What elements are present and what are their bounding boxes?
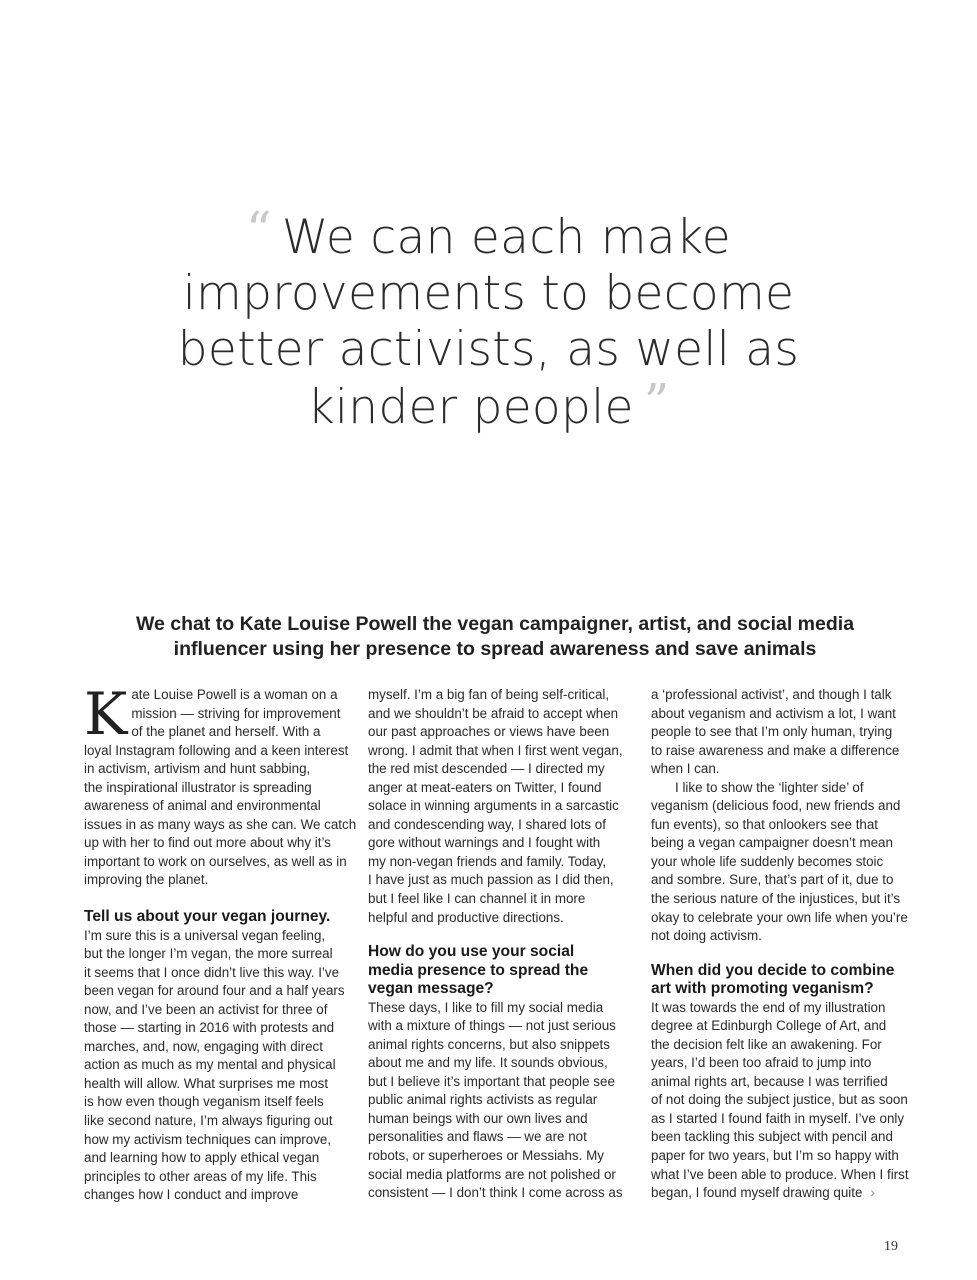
body-line-last: began, I found myself drawing quite › bbox=[651, 1185, 875, 1201]
article-column-1 bbox=[84, 680, 357, 1205]
body-line: issues in as many ways as she can. We catch bbox=[84, 816, 357, 832]
body-line: it seems that I once didn’t live this way. I’ve bbox=[84, 964, 340, 980]
body-line: and condescending way, I shared lots of bbox=[368, 816, 606, 832]
body-line: a ‘professional activist’, and though I talk bbox=[651, 687, 892, 702]
body-line: awareness of animal and environmental bbox=[84, 798, 321, 814]
pull-quote-line-1: “ We can each make bbox=[246, 201, 731, 265]
body-line: helpful and productive directions. bbox=[368, 909, 564, 925]
body-line: ate Louise Powell is a woman on a bbox=[131, 687, 338, 702]
body-line: about me and my life. It sounds obvious, bbox=[368, 1055, 608, 1071]
body-line: the serious nature of the injustices, but it’s bbox=[651, 891, 901, 907]
body-line: people to see that I’m only human, trying bbox=[651, 724, 893, 740]
pull-quote-line-4: kinder people ” bbox=[307, 373, 670, 435]
body-line: years, I’d been too afraid to jump into bbox=[651, 1055, 872, 1071]
body-line: principles to other areas of my life. This bbox=[84, 1168, 317, 1184]
body-line: when I can. bbox=[651, 761, 720, 777]
body-line: important to work on ourselves, as well as in bbox=[84, 853, 347, 869]
body-line: but I believe it’s important that people see bbox=[368, 1073, 615, 1089]
body-line: personalities and flaws — we are not bbox=[368, 1129, 587, 1145]
body-line: up with her to find out more about why it’s bbox=[84, 835, 331, 851]
interview-question: media presence to spread the bbox=[368, 961, 589, 979]
standfirst-line: influencer using her presence to spread awareness and save animals bbox=[173, 638, 817, 660]
interview-question: Tell us about your vegan journey. bbox=[84, 908, 331, 926]
body-line: human beings with our own lives and bbox=[368, 1110, 588, 1126]
interview-question: When did you decide to combine bbox=[651, 961, 895, 979]
body-line: the red mist descended — I directed my bbox=[368, 761, 605, 777]
interview-question: art with promoting veganism? bbox=[651, 980, 874, 998]
body-line: but the longer I’m vegan, the more surreal bbox=[84, 946, 333, 962]
body-line: and we shouldn’t be afraid to accept when bbox=[368, 705, 619, 721]
body-line: public animal rights activists as regular bbox=[368, 1092, 598, 1108]
interview-question: vegan message? bbox=[368, 980, 494, 998]
pull-quote-line-2: improvements to become bbox=[182, 266, 795, 321]
body-line: I have just as much passion as I did then, bbox=[368, 872, 614, 888]
body-line: action as much as my mental and physical bbox=[84, 1057, 336, 1073]
body-line: mission — striving for improvement bbox=[131, 705, 341, 721]
body-line: and sombre. Sure, that’s part of it, due to bbox=[651, 872, 894, 888]
body-line: like second nature, I’m always figuring out bbox=[84, 1112, 333, 1128]
drop-cap: K bbox=[84, 680, 128, 748]
body-line: solace in winning arguments in a sarcastic bbox=[368, 798, 619, 814]
body-line: gore without warnings and I fought with bbox=[368, 835, 601, 851]
body-line: in activism, artivism and hunt sabbing, bbox=[84, 761, 311, 777]
continue-arrow-icon: › bbox=[870, 1185, 875, 1201]
body-line: about veganism and activism a lot, I want bbox=[651, 705, 896, 721]
body-line: of not doing the subject justice, but as soon bbox=[651, 1092, 908, 1108]
body-line: and learning how to apply ethical vegan bbox=[84, 1150, 320, 1166]
body-line: It was towards the end of my illustration bbox=[651, 999, 886, 1015]
body-line: the decision felt like an awakening. For bbox=[651, 1036, 882, 1052]
standfirst-line: We chat to Kate Louise Powell the vegan campaigner, artist, and social media bbox=[135, 613, 855, 635]
body-line: of the planet and herself. With a bbox=[131, 724, 321, 740]
body-line: to raise awareness and make a difference bbox=[651, 742, 900, 758]
body-line: loyal Instagram following and a keen interest bbox=[84, 742, 349, 758]
pull-quote bbox=[120, 201, 857, 436]
body-line: myself. I’m a big fan of being self-critical, bbox=[368, 687, 610, 702]
body-line: my non-vegan friends and family. Today, bbox=[368, 853, 607, 869]
body-line: veganism (delicious food, new friends and bbox=[651, 798, 901, 814]
body-line: anger at meat-eaters on Twitter, I found bbox=[368, 779, 602, 795]
open-quote-mark: “ bbox=[246, 201, 272, 259]
body-line: how my activism techniques can improve, bbox=[84, 1131, 332, 1147]
body-line: is how even though veganism itself feels bbox=[84, 1094, 324, 1110]
body-line: being a vegan campaigner doesn’t mean bbox=[651, 835, 893, 851]
page-number: 19 bbox=[884, 1239, 898, 1254]
body-line: animal rights art, because I was terrified bbox=[651, 1073, 888, 1089]
body-line: as I started I found faith in myself. I’ve only bbox=[651, 1110, 905, 1126]
body-line: animal rights concerns, but also snippets bbox=[368, 1036, 610, 1052]
close-quote-mark: ” bbox=[643, 373, 670, 431]
body-line: social media platforms are not polished or bbox=[368, 1166, 616, 1182]
body-line: consistent — I don’t think I come across as bbox=[368, 1185, 623, 1201]
body-line: improving the planet. bbox=[84, 872, 209, 888]
body-line: the inspirational illustrator is spreading bbox=[84, 779, 312, 795]
body-line: These days, I like to fill my social media bbox=[368, 999, 604, 1015]
body-line: paper for two years, but I’m so happy with bbox=[651, 1148, 899, 1164]
body-line: I like to show the ‘lighter side’ of bbox=[675, 779, 864, 795]
body-line: but I feel like I can channel it in more bbox=[368, 891, 586, 907]
body-line: degree at Edinburgh College of Art, and bbox=[651, 1018, 887, 1034]
body-line: what I’ve been able to produce. When I first bbox=[651, 1166, 909, 1182]
article-column-3 bbox=[651, 686, 913, 1203]
body-line: I’m sure this is a universal vegan feeling, bbox=[84, 927, 326, 943]
body-line: been vegan for around four and a half years bbox=[84, 983, 345, 999]
body-line: those — starting in 2016 with protests and bbox=[84, 1020, 335, 1036]
body-line: been tackling this subject with pencil and bbox=[651, 1129, 893, 1145]
body-line: our past approaches or views have been bbox=[368, 724, 610, 740]
article-column-2 bbox=[368, 686, 630, 1203]
body-line: health will allow. What surprises me most bbox=[84, 1075, 329, 1091]
body-line: now, and I’ve been an activist for three of bbox=[84, 1001, 328, 1017]
body-line: okay to celebrate your own life when you’re bbox=[651, 909, 908, 925]
body-line: robots, or superheroes or Messiahs. My bbox=[368, 1147, 604, 1163]
body-line: not doing activism. bbox=[651, 928, 762, 944]
pull-quote-line-3: better activists, as well as bbox=[177, 322, 800, 377]
body-line: with a mixture of things — not just serious bbox=[368, 1018, 616, 1034]
interview-question: How do you use your social bbox=[368, 943, 575, 961]
body-line: fun events), so that onlookers see that bbox=[651, 816, 879, 832]
standfirst bbox=[100, 612, 890, 662]
body-line: changes how I conduct and improve bbox=[84, 1187, 299, 1203]
body-line: your whole life suddenly becomes stoic bbox=[651, 853, 884, 869]
body-line: marches, and, now, engaging with direct bbox=[84, 1038, 323, 1054]
body-line: wrong. I admit that when I first went vegan, bbox=[368, 742, 623, 758]
